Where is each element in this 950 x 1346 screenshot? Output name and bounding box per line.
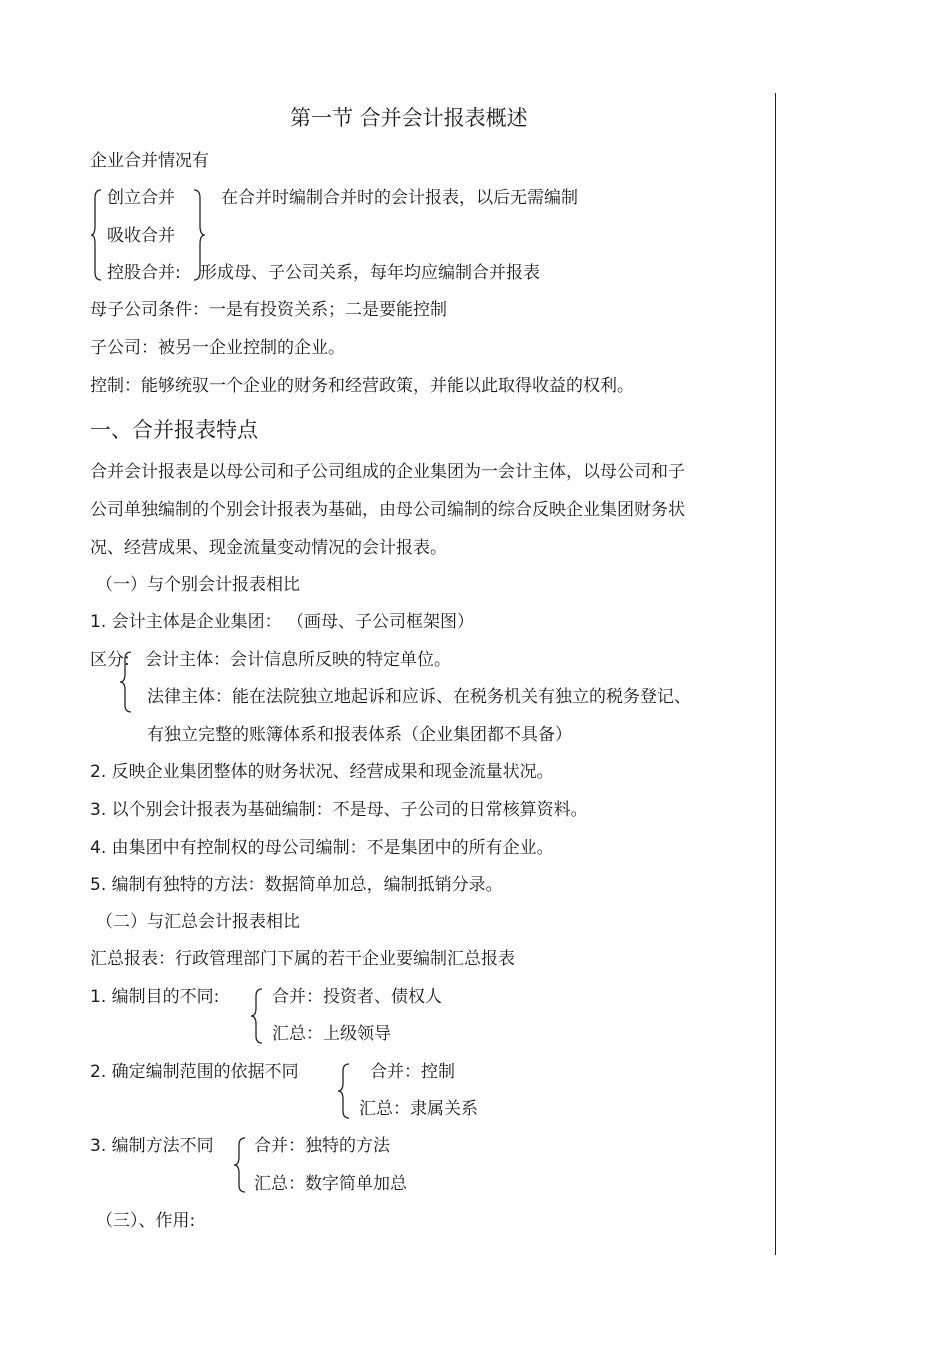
compare-1-label: 1. 编制目的不同: (90, 987, 220, 1007)
compare-2-label: 2. 确定编制范围的依据不同 (90, 1062, 299, 1082)
note-merge-once: 在合并时编制合并时的会计报表，以后无需编制 (221, 188, 578, 208)
control-definition: 控制：能够统驭一个企业的财务和经营政策，并能以此取得收益的权利。 (90, 376, 634, 396)
diff-legal-entity: 法律主体：能在法院独立地起诉和应诉、在税务机关有独立的税务登记、 (147, 687, 691, 707)
features-paragraph-line-3: 况、经营成果、现金流量变动情况的会计报表。 (90, 538, 447, 558)
item-5: 5. 编制有独特的方法：数据简单加总，编制抵销分录。 (90, 875, 503, 895)
subheading-vs-individual: （一）与个别会计报表相比 (96, 575, 300, 595)
diff-label: 区分: (90, 650, 130, 670)
left-brace-merge-types (91, 188, 105, 282)
parent-subsidiary-conditions: 母子公司条件：一是有投资关系；二是要能控制 (90, 300, 447, 320)
subsidiary-definition: 子公司：被另一企业控制的企业。 (90, 338, 345, 358)
compare-2-merge: 合并：控制 (370, 1062, 455, 1082)
page-title: 第一节 合并会计报表概述 (290, 106, 528, 130)
diff-legal-entity-cont: 有独立完整的账簿体系和报表体系（企业集团都不具备） (147, 725, 572, 745)
page-right-rule (775, 93, 776, 1255)
brace-compare-1 (250, 987, 264, 1045)
compare-1-summary: 汇总：上级领导 (272, 1024, 391, 1044)
compare-3-label: 3. 编制方法不同 (90, 1136, 214, 1156)
subheading-vs-summary: （二）与汇总会计报表相比 (96, 912, 300, 932)
diff-accounting-entity: 会计主体：会计信息所反映的特定单位。 (145, 650, 451, 670)
type-absorption-merge: 吸收合并 (107, 226, 175, 246)
type-creation-merge: 创立合并 (107, 188, 175, 208)
left-brace-distinction (119, 650, 133, 714)
compare-3-merge: 合并：独特的方法 (254, 1136, 390, 1156)
brace-compare-3 (233, 1136, 247, 1194)
features-paragraph-line-1: 合并会计报表是以母公司和子公司组成的企业集团为一会计主体，以母公司和子 (90, 462, 685, 482)
section-heading-features: 一、合并报表特点 (90, 418, 258, 442)
note-holding-yearly: 形成母、子公司关系，每年均应编制合并报表 (200, 263, 540, 283)
intro-lead: 企业合并情况有 (90, 151, 209, 171)
item-3: 3. 以个别会计报表为基础编制：不是母、子公司的日常核算资料。 (90, 800, 588, 820)
item-4: 4. 由集团中有控制权的母公司编制：不是集团中的所有企业。 (90, 838, 554, 858)
compare-1-merge: 合并：投资者、债权人 (272, 987, 442, 1007)
item-2: 2. 反映企业集团整体的财务状况、经营成果和现金流量状况。 (90, 762, 554, 782)
subheading-role: （三）、作用: (96, 1211, 196, 1231)
brace-compare-2 (337, 1062, 351, 1120)
summary-report-definition: 汇总报表：行政管理部门下属的若干企业要编制汇总报表 (90, 949, 515, 969)
item-1-accounting-entity: 1. 会计主体是企业集团： （画母、子公司框架图） (90, 612, 475, 632)
features-paragraph-line-2: 公司单独编制的个别会计报表为基础，由母公司编制的综合反映企业集团财务状 (90, 500, 685, 520)
compare-2-summary: 汇总：隶属关系 (359, 1099, 478, 1119)
type-holding-merge: 控股合并: (107, 263, 181, 283)
compare-3-summary: 汇总：数字简单加总 (254, 1174, 407, 1194)
